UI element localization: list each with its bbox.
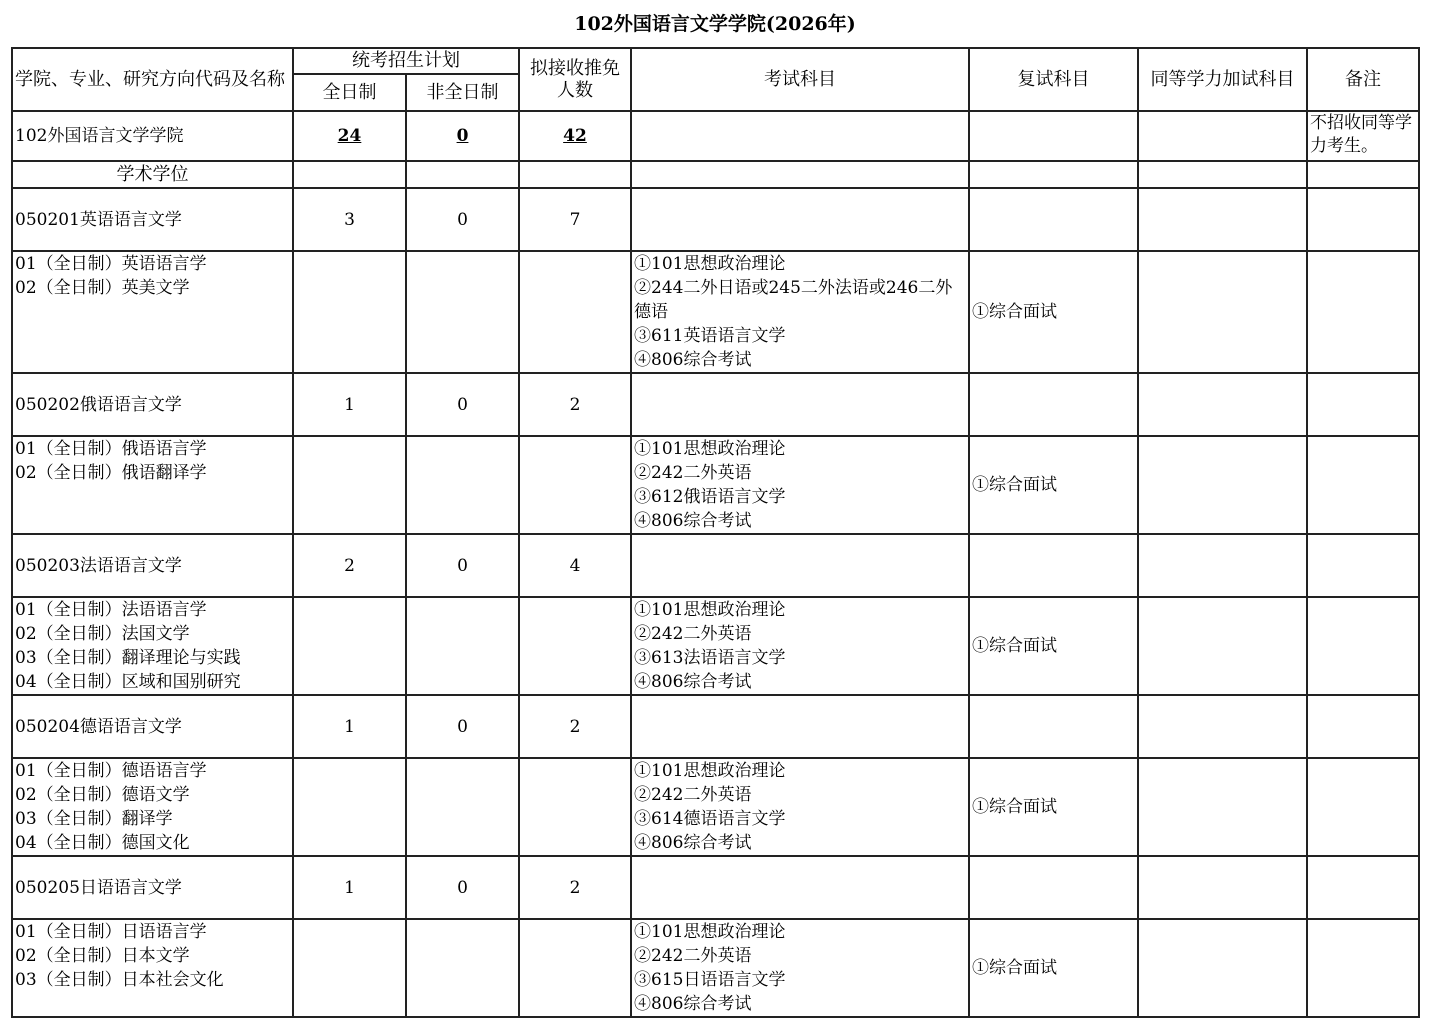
direction-list	[12, 436, 293, 534]
header-equivalent: 同等学力加试科目	[1138, 48, 1307, 111]
exam-subjects	[631, 251, 969, 373]
page-title: 102外国语言文学学院(2026年)	[574, 13, 856, 35]
major-name: 050203法语语言文学	[12, 534, 293, 597]
major-part-time: 0	[406, 695, 519, 758]
retest-subject: ①综合面试	[969, 597, 1138, 695]
header-plan: 统考招生计划	[293, 48, 519, 74]
cell-empty	[1138, 111, 1307, 161]
direction-item: 02（全日制）俄语翻译学	[15, 463, 207, 483]
direction-row	[12, 758, 1419, 856]
major-name: 050204德语语言文学	[12, 695, 293, 758]
header-retest: 复试科目	[969, 48, 1138, 111]
direction-list	[12, 251, 293, 373]
major-exempt: 2	[519, 373, 631, 436]
exam-subject: ①101思想政治理论	[634, 600, 786, 620]
college-part-time[interactable]: 0	[456, 126, 469, 146]
exam-subjects	[631, 597, 969, 695]
header-remark: 备注	[1307, 48, 1419, 111]
college-remark: 不招收同等学力考生。	[1307, 111, 1419, 161]
direction-item: 01（全日制）德语语言学	[15, 761, 207, 781]
header-exam: 考试科目	[631, 48, 969, 111]
direction-item: 01（全日制）英语语言学	[15, 254, 207, 274]
retest-subject: ①综合面试	[969, 436, 1138, 534]
exam-subject: ④806综合考试	[634, 511, 752, 531]
direction-list	[12, 758, 293, 856]
exam-subject: ③612俄语语言文学	[634, 487, 786, 507]
major-full-time: 3	[293, 188, 406, 251]
exam-subject: ③613法语语言文学	[634, 648, 786, 668]
exam-subjects	[631, 758, 969, 856]
header-exempt: 拟接收推免人数	[519, 48, 631, 111]
direction-item: 02（全日制）德语文学	[15, 785, 190, 805]
exam-subject: ②242二外英语	[634, 463, 752, 483]
exam-subject: ①101思想政治理论	[634, 761, 786, 781]
major-exempt: 4	[519, 534, 631, 597]
exam-subject: ③615日语语言文学	[634, 970, 786, 990]
direction-list	[12, 597, 293, 695]
header-part-time: 非全日制	[406, 74, 519, 111]
major-exempt: 2	[519, 695, 631, 758]
retest-subject: ①综合面试	[969, 251, 1138, 373]
exam-subject: ②242二外英语	[634, 624, 752, 644]
direction-item: 01（全日制）日语语言学	[15, 922, 207, 942]
direction-row	[12, 251, 1419, 373]
college-row	[12, 111, 1419, 161]
exam-subject: ②244二外日语或245二外法语或246二外德语	[634, 278, 953, 322]
exam-subject: ②242二外英语	[634, 785, 752, 805]
exam-subject: ③614德语语言文学	[634, 809, 786, 829]
major-exempt: 7	[519, 188, 631, 251]
major-row	[12, 534, 1419, 597]
major-row	[12, 188, 1419, 251]
major-full-time: 2	[293, 534, 406, 597]
direction-item: 04（全日制）区域和国别研究	[15, 672, 241, 692]
exam-subject: ④806综合考试	[634, 833, 752, 853]
major-part-time: 0	[406, 856, 519, 919]
exam-subjects	[631, 919, 969, 1017]
college-name: 102外国语言文学学院	[12, 111, 293, 161]
direction-row	[12, 919, 1419, 1017]
retest-subject: ①综合面试	[969, 919, 1138, 1017]
exam-subject: ④806综合考试	[634, 994, 752, 1014]
exam-subject: ②242二外英语	[634, 946, 752, 966]
header-full-time: 全日制	[293, 74, 406, 111]
major-part-time: 0	[406, 373, 519, 436]
exam-subject: ④806综合考试	[634, 672, 752, 692]
direction-item: 03（全日制）日本社会文化	[15, 970, 224, 990]
major-row	[12, 856, 1419, 919]
direction-item: 01（全日制）俄语语言学	[15, 439, 207, 459]
major-name: 050202俄语语言文学	[12, 373, 293, 436]
direction-item: 03（全日制）翻译学	[15, 809, 173, 829]
direction-row	[12, 597, 1419, 695]
exam-subject: ③611英语语言文学	[634, 326, 786, 346]
exam-subjects	[631, 436, 969, 534]
college-exempt[interactable]: 42	[563, 126, 587, 146]
category-row	[12, 161, 1419, 188]
direction-item: 04（全日制）德国文化	[15, 833, 190, 853]
major-full-time: 1	[293, 695, 406, 758]
major-full-time: 1	[293, 373, 406, 436]
major-name: 050201英语语言文学	[12, 188, 293, 251]
exam-subject: ①101思想政治理论	[634, 922, 786, 942]
direction-item: 02（全日制）日本文学	[15, 946, 190, 966]
cell-empty	[969, 111, 1138, 161]
admissions-table	[11, 47, 1420, 1018]
major-name: 050205日语语言文学	[12, 856, 293, 919]
direction-row	[12, 436, 1419, 534]
major-part-time: 0	[406, 188, 519, 251]
header-name: 学院、专业、研究方向代码及名称	[12, 48, 293, 111]
major-row	[12, 695, 1419, 758]
direction-item: 01（全日制）法语语言学	[15, 600, 207, 620]
major-part-time: 0	[406, 534, 519, 597]
direction-item: 02（全日制）英美文学	[15, 278, 190, 298]
cell-empty	[631, 111, 969, 161]
category-label: 学术学位	[12, 161, 293, 188]
exam-subject: ①101思想政治理论	[634, 254, 786, 274]
exam-subject: ①101思想政治理论	[634, 439, 786, 459]
major-full-time: 1	[293, 856, 406, 919]
major-exempt: 2	[519, 856, 631, 919]
direction-item: 02（全日制）法国文学	[15, 624, 190, 644]
retest-subject: ①综合面试	[969, 758, 1138, 856]
college-full-time[interactable]: 24	[337, 126, 362, 146]
exam-subject: ④806综合考试	[634, 350, 752, 370]
major-row	[12, 373, 1419, 436]
direction-list	[12, 919, 293, 1017]
direction-item: 03（全日制）翻译理论与实践	[15, 648, 241, 668]
